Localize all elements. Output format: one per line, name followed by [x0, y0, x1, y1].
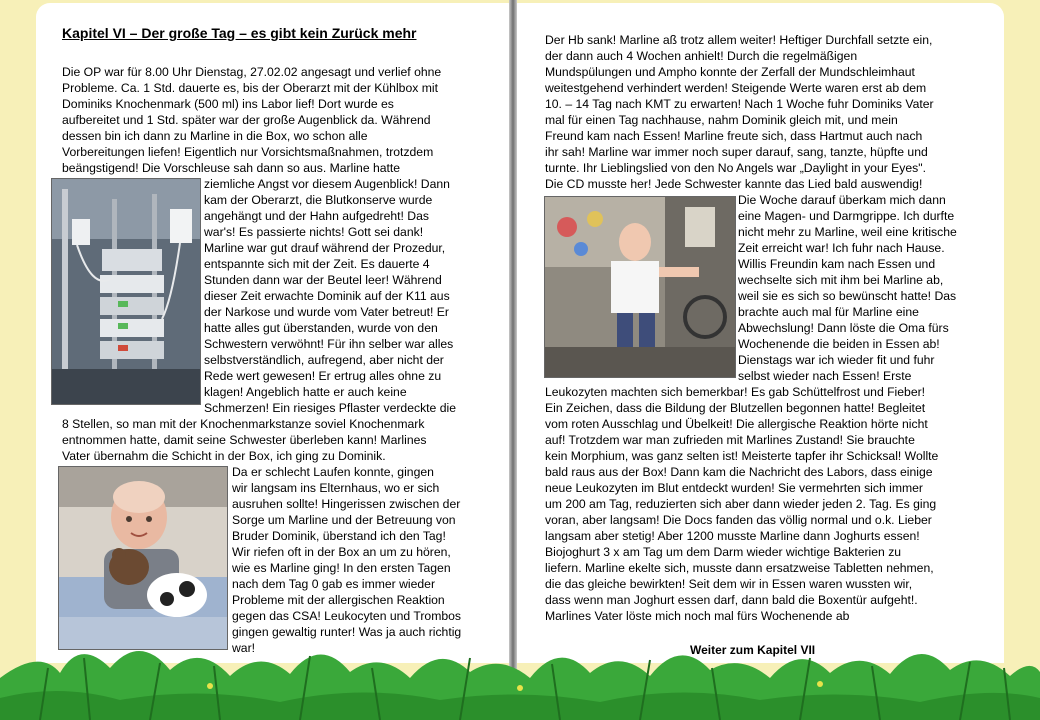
text-line: klagen! Angeblich hatte er auch keine [204, 385, 407, 399]
text-line: war! [232, 641, 256, 655]
left-paragraph-2 [204, 176, 456, 416]
text-line: Marlines Vater löste mich noch mal fürs Wochenende ab [545, 609, 850, 623]
chapter-title: Kapitel VI – Der große Tag – es gibt kein Zurück mehr [62, 25, 417, 41]
text-line: Mundspülungen und Ampho konnte der Zerfall der Mundschleimhaut [545, 65, 915, 79]
left-paragraph-3 [62, 416, 426, 464]
text-line: Wir riefen oft in der Box an um zu hören, [232, 545, 451, 559]
text-line: bald raus aus der Box! Dann kam die Nachricht des Labors, dass einige [545, 465, 933, 479]
text-line: gingen gewaltig runter! Was ja auch richtig [232, 625, 462, 639]
right-paragraph-1 [545, 32, 934, 192]
text-line: Dominiks Knochenmark (500 ml) ins Labor lief! Dort wurde es [62, 97, 394, 111]
text-line: ihr sah! Marline war immer noch super darauf, sang, tanzte, hüpfte und [545, 145, 928, 159]
text-line: voran, aber langsam! Die Docs fanden das völlig normal und o.k. Lieber [545, 513, 932, 527]
text-line: Wochenende die beiden in Essen ab! [738, 337, 940, 351]
text-line: ziemliche Angst vor diesem Augenblick! Dann [204, 177, 450, 191]
text-line: entnommen hatte, damit seine Schwester überleben kann! Marlines [62, 433, 427, 447]
right-paragraph-3 [545, 384, 938, 624]
text-line: kein Morphium, was ganz selten ist! Meisterte tapfer ihr Schicksal! Wollte [545, 449, 939, 463]
text-line: Der Hb sank! Marline aß trotz allem weiter! Heftiger Durchfall setzte ein, [545, 33, 933, 47]
marline-bed-photo [58, 466, 228, 650]
infusion-pump-photo [51, 178, 201, 405]
book-spine [509, 0, 517, 690]
text-line: Abwechslung! Dann löste die Oma fürs [738, 321, 949, 335]
text-line: der dann auch 4 Wochen anhielt! Durch die regelmäßigen [545, 49, 858, 63]
next-chapter-link[interactable]: Weiter zum Kapitel VII [690, 643, 816, 657]
text-line: Schwestern verwöhnt! Für ihn selber war alles [204, 337, 454, 351]
text-line: hatte alles gut überstanden, wurde von den [204, 321, 438, 335]
text-line: vom roten Ausschlag und Übelkeit! Die allergische Reaktion hörte nicht [545, 417, 928, 431]
text-line: Stunden dann war der Beutel leer! Während [204, 273, 442, 287]
text-line: Vater übernahm die Schicht in der Box, ich ging zu Dominik. [62, 449, 386, 463]
text-line: wie es Marline ging! In den ersten Tagen [232, 561, 451, 575]
text-line: Biojoghurt 3 x am Tag um dem Darm wieder wichtige Bakterien zu [545, 545, 902, 559]
text-line: um 200 am Tag, reduzierten sich aber dann wieder jeden 2. Tag. Es ging [545, 497, 937, 511]
text-line: aufbereitet und 1 Std. später war der große Augenblick da. Während [62, 113, 431, 127]
text-line: Bruder Dominik, überstand ich den Tag! [232, 529, 446, 543]
text-line: wechselte sich mit ihm bei Marline ab, [738, 273, 944, 287]
text-line: kam der Oberarzt, die Blutkonserve wurde [204, 193, 433, 207]
text-line: Zeit erreicht war! Ich fuhr nach Hause. [738, 241, 945, 255]
text-line: Marline war gut drauf während der Prozedur, [204, 241, 446, 255]
text-line: ausruhen sollte! Hingerissen zwischen der [232, 497, 461, 511]
text-line: 8 Stellen, so man mit der Knochenmarkstanze soviel Knochenmark [62, 417, 425, 431]
text-line: langsam aber stetig! Aber 1200 musste Marline dann Joghurts essen! [545, 529, 920, 543]
text-line: Die OP war für 8.00 Uhr Dienstag, 27.02.02 angesagt und verlief ohne [62, 65, 442, 79]
text-line: Ein Zeichen, dass die Bildung der Blutzellen begonnen hatte! Begleitet [545, 401, 926, 415]
text-line: dessen bin ich dann zu Marline in die Box, wo schon alle [62, 129, 368, 143]
text-line: Freund kam nach Essen! Marline freute sich, dass Hartmut auch nach [545, 129, 923, 143]
text-line: war's! Es passierte nichts! Gott sei dank! [204, 225, 424, 239]
text-line: Schmerzen! Ein riesiges Pflaster verdeckte die [204, 401, 456, 415]
text-line: brachte auch mal für Marline eine [738, 305, 919, 319]
text-line: weil sie es sich so bewünscht hatte! Das [738, 289, 957, 303]
left-paragraph-1 [62, 64, 441, 176]
text-line: Willis Freundin kam nach Essen und [738, 257, 936, 271]
text-line: 10. – 14 Tag nach KMT zu erwarten! Nach 1 Woche fuhr Dominiks Vater [545, 97, 934, 111]
text-line: auf! Trotzdem war man zufrieden mit Marlines Zustand! Sie brauchte [545, 433, 915, 447]
text-line: Dienstags war ich wieder fit und fuhr [738, 353, 935, 367]
text-line: angehängt und der Hahn aufgedreht! Das [204, 209, 429, 223]
text-line: dass wenn man Joghurt essen darf, dann bald die Boxentür aufgeht!. [545, 593, 918, 607]
text-line: die das gleiche bewirkten! Seit dem wir in Essen waren wussten wir, [545, 577, 913, 591]
text-line: Die CD musste her! Jede Schwester kannte das Lied bald auswendig! [545, 177, 923, 191]
text-line: Da er schlecht Laufen konnte, gingen [232, 465, 434, 479]
grass-decoration [0, 628, 1040, 720]
text-line: beängstigend! Die Vorschleuse sah dann so aus. Marline hatte [62, 161, 401, 175]
text-line: selbst wieder nach Essen! Erste [738, 369, 912, 383]
text-line: nach dem Tag 0 gab es immer wieder [232, 577, 436, 591]
text-line: nicht mehr zu Marline, weil eine kritische [738, 225, 957, 239]
text-line: eine Magen- und Darmgrippe. Ich durfte [738, 209, 955, 223]
text-line: weitestgehend verhindert werden! Steigende Werte waren erst ab dem [545, 81, 927, 95]
text-line: gegen das CSA! Leukocyten und Trombos [232, 609, 461, 623]
text-line: Probleme. Ca. 1 Std. dauerte es, bis der Oberarzt mit der Kühlbox mit [62, 81, 438, 95]
text-line: Probleme mit der allergischen Reaktion [232, 593, 445, 607]
text-line: Sorge um Marline und der Betreuung von [232, 513, 456, 527]
text-line: wir langsam ins Elternhaus, wo er sich [232, 481, 440, 495]
text-line: turnte. Ihr Lieblingslied von den No Angels war „Daylight in your Eyes". [545, 161, 926, 175]
text-line: Leukozyten machten sich bemerkbar! Es gab Schüttelfrost und Fieber! [545, 385, 926, 399]
text-line: liefern. Marline ekelte sich, musste dann ersatzweise Tabletten nehmen, [545, 561, 934, 575]
text-line: selbstverständlich, aufregend, aber nicht der [204, 353, 444, 367]
text-line: mal für einen Tag nachhause, nahm Dominik gleich mit, und mein [545, 113, 898, 127]
text-line: Rede wert gewesen! Er ertrug alles ohne zu [204, 369, 442, 383]
right-paragraph-2 [738, 192, 957, 384]
marline-standing-photo [544, 196, 736, 378]
text-line: Vorbereitungen liefen! Eigentlich nur Vorsichtsmaßnahmen, trotzdem [62, 145, 434, 159]
text-line: neue Leukozyten im Blut entdeckt wurden! Sie vermehrten sich immer [545, 481, 923, 495]
text-line: entspannte sich mit der Zeit. Es dauerte 4 [204, 257, 430, 271]
text-line: der Narkose und wurde vom Vater betreut! Er [204, 305, 449, 319]
text-line: Die Woche darauf überkam mich dann [738, 193, 946, 207]
text-line: dieser Zeit erwachte Dominik auf der K11 aus [204, 289, 450, 303]
